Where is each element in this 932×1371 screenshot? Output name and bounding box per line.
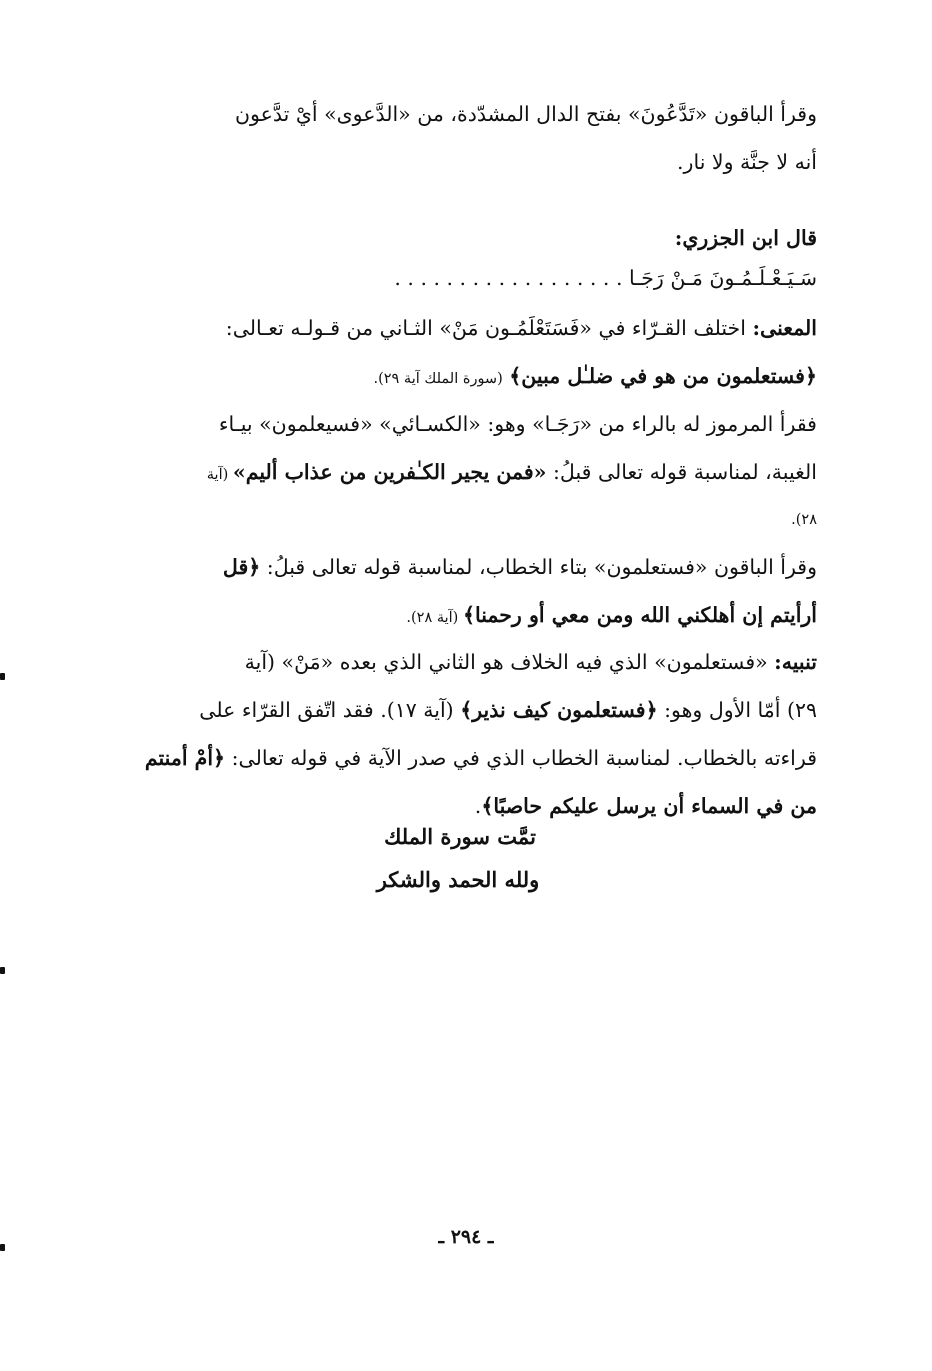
text-line: وقرأ الباقون «تَدَّعُونَ» بفتح الدال المشدّدة، من «الدَّعوى» أيْ تدَّعون (234, 102, 817, 126)
paragraph-meaning (115, 304, 817, 400)
paragraph-note (115, 638, 817, 830)
paragraph-alternate-reading (115, 90, 817, 186)
paragraph-kisai-reading (115, 400, 817, 544)
note-label: تنبيه: (774, 650, 817, 674)
text-line: أنه لا جنَّة ولا نار. (677, 150, 817, 174)
line-text: قراءته بالخطاب. لمناسبة الخطاب الذي في صدر الآية في قوله تعالى: (225, 746, 817, 770)
quran-quote: ﴿قل (222, 555, 261, 579)
text-line (115, 638, 817, 686)
text-line: فقرأ المرموز له بالراء من «رَجَـا» وهو: «الكسـائي» «فسيعلمون» بيـاء (218, 412, 817, 436)
line-text: . (474, 794, 482, 818)
text-line (115, 591, 817, 639)
line-text: (آية ١٧). فقد اتّفق القرّاء على (199, 698, 461, 722)
text-line (115, 686, 817, 734)
verse-reference: (سورة الملك آية ٢٩). (373, 371, 503, 387)
line-text: الغيبة، لمناسبة قوله تعالى قبلُ: (546, 460, 817, 484)
text-line (115, 352, 817, 400)
meaning-text: اختلف القـرّاء في «فَسَتَعْلَمُـون مَنْ» الثـاني من قـولـه تعـالى: (225, 316, 746, 340)
quran-quote: ﴿أمْ أمنتم (144, 746, 226, 770)
meaning-label: المعنى: (752, 316, 817, 340)
text-line (115, 543, 817, 591)
closing-line-surah-end: تمَّت سورة الملك (384, 824, 536, 849)
quran-quote: «فمن يجير الكـٰفرين من عذاب أليم» (232, 460, 547, 484)
line-text: «فستعلمون» الذي فيه الخلاف هو الثاني الذي بعده «مَنْ» (آية (244, 650, 775, 674)
verse-reference: (آية ٢٨). (406, 610, 463, 626)
line-text: وقرأ الباقون «فستعلمون» بتاء الخطاب، لمناسبة قوله تعالى قبلُ: (260, 555, 817, 579)
text-line (115, 448, 817, 496)
closing-line-praise: ولله الحمد والشكر (376, 867, 540, 892)
quran-quote: ﴿فستعلمون من هو في ضلـٰل مبين﴾ (509, 364, 817, 388)
scan-mark (0, 967, 5, 974)
quran-quote: ﴿فستعلمون كيف نذير﴾ (460, 698, 658, 722)
text-line (115, 734, 817, 782)
poem-heading: قال ابن الجزري: (674, 226, 817, 250)
poem-section (115, 218, 817, 298)
quran-quote: من في السماء أن يرسل عليكم حاصبًا﴾ (481, 794, 817, 818)
page-number: ـ ٢٩٤ ـ (438, 1226, 494, 1248)
scan-mark (0, 1244, 5, 1251)
verse-reference: (آية (206, 467, 233, 483)
text-line: ٢٨). (791, 512, 817, 528)
poem-verse: سَـيَـعْـلَـمُـونَ مَـنْ رَجَـا . . . . . . . . . . . . . . . . . . (394, 266, 817, 290)
scan-mark (0, 673, 5, 680)
quran-quote: أرأيتم إن أهلكني الله ومن معي أو رحمنا﴾ (462, 603, 817, 627)
line-text: ٢٩) أمّا الأول وهو: (657, 698, 817, 722)
text-line (115, 304, 817, 352)
paragraph-others-reading (115, 543, 817, 639)
